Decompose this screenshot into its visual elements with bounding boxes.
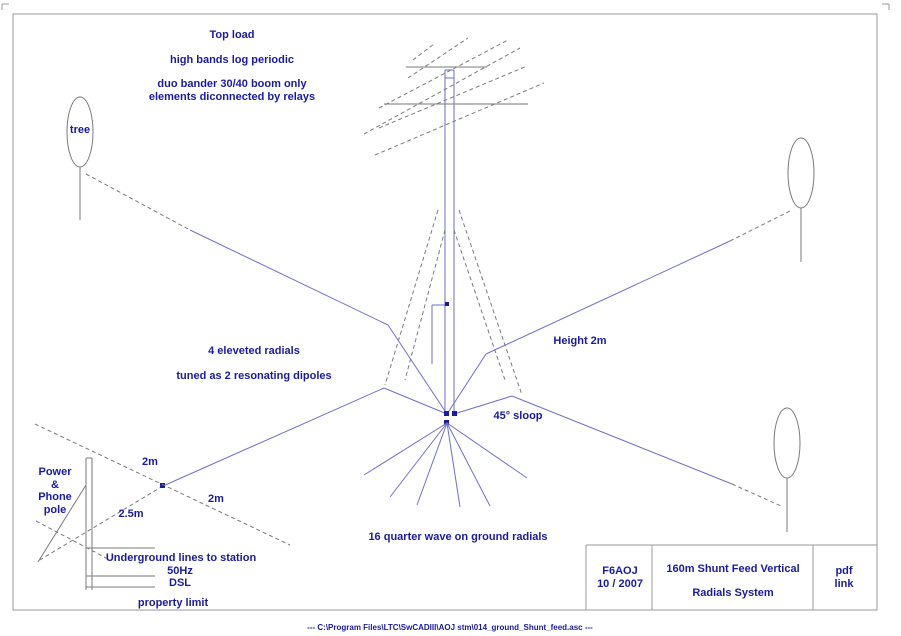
distance-2m-upper: 2m: [142, 456, 158, 468]
elevated-radials-label: 4 eleveted radials: [208, 345, 300, 357]
tuned-dipoles-label: tuned as 2 resonating dipoles: [176, 370, 332, 382]
underground-label: Underground lines to station: [105, 552, 257, 564]
height-label: Height 2m: [553, 335, 607, 347]
property-limit-label: property limit: [137, 597, 209, 609]
high-bands-label: high bands log periodic: [169, 54, 295, 66]
tree-label: tree: [69, 124, 91, 136]
pole-label-power: Power: [38, 466, 72, 478]
pole-label-pole: pole: [43, 504, 67, 516]
dsl-label: DSL: [169, 577, 191, 589]
elevated-radials: [38, 174, 792, 561]
sloop-label: 45° sloop: [493, 410, 543, 422]
author-label: F6AOJ: [602, 565, 638, 577]
ground-radials: [364, 423, 527, 507]
pole-label-phone: Phone: [38, 491, 72, 503]
pdf-link-line-2[interactable]: link: [834, 578, 854, 590]
duo-bander-label: duo bander 30/40 boom only: [157, 78, 307, 90]
distance-2m-lower: 2m: [208, 493, 224, 505]
top-load-label: Top load: [209, 29, 255, 41]
tree-right-top: [788, 138, 814, 262]
title-line-2: Radials System: [692, 587, 774, 599]
tree-right-bottom: [774, 408, 800, 532]
distance-2-5m: 2.5m: [118, 508, 144, 520]
file-path-footer: --- C:\Program Files\LTC\SwCADIII\AOJ stm\014_ground_Shunt_feed.asc ---: [307, 623, 593, 632]
pdf-link-line-1[interactable]: pdf: [835, 565, 853, 577]
shunt-feed: [432, 302, 449, 364]
50hz-label: 50Hz: [167, 565, 193, 577]
title-line-1: 160m Shunt Feed Vertical: [666, 563, 800, 575]
pole-label-amp: &: [51, 479, 59, 491]
relays-label: elements diconnected by relays: [148, 91, 316, 103]
ground-radials-label: 16 quarter wave on ground radials: [368, 531, 548, 543]
date-label: 10 / 2007: [597, 578, 643, 590]
tree-left: [67, 97, 93, 220]
feed-points: [160, 411, 457, 488]
property-area: [35, 424, 290, 590]
